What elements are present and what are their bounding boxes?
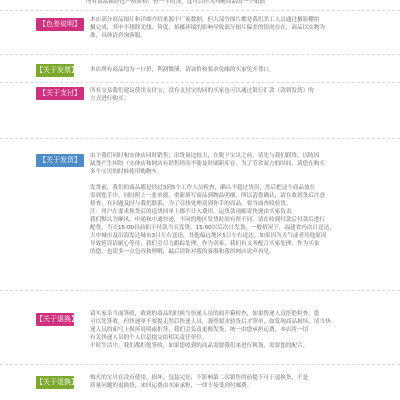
shipping-text <box>90 152 390 256</box>
text-line: 方式进行购买。 <box>90 96 130 102</box>
intro-line: 所有商品都经过严格质检，但一半的货，这可以作为判断商品的一个依据 <box>86 0 266 5</box>
text-line: 我们默认为顺风、申通和中通快递，不同的地区发货时间有所不同，请在收到付款后付款后进行 <box>90 217 325 223</box>
text-line: 本店部分商品图片和详细介绍来源于厂家数据，但大部分图片都是我们美工人员通过摄影棚拍 <box>90 17 320 23</box>
divider <box>0 54 400 55</box>
text-line: 多个宝贝的时候使用购物车。 <box>90 169 163 175</box>
text-line: 缺货产生纠纷（实体店和网店有销售情况不能及时刷新库存，为了节省双方的时间，请您在购买 <box>90 161 325 167</box>
divider <box>0 138 400 139</box>
text-line: 购买的宝贝在没有使用，损坏，包装完好，不影响第二次销售的前提下可于退换货，不是 <box>90 375 309 381</box>
invoice-text <box>90 66 390 74</box>
text-line: 注：用户在要求换货后的退货回单上都不计入费用，运货款项邮寄快递由买家负责。 <box>90 209 297 215</box>
text-line: 所有交易我们建议使用支付宝，没有支付宝的同的买家也可以通过银行汇款（款到发货）的 <box>90 88 314 94</box>
text-line: 导致延误请耐心等待，我们会尽力跟踪处理，作为卖家，我们有义务配合买家处理，作为买家 <box>90 241 320 247</box>
text-line: 大中城市及沿海发达城市3日左右送达，其他偏远地区5日左右送达，如果因为天气或者其他原因 <box>90 233 327 239</box>
payment-tag: 【关于支付】 <box>36 87 84 100</box>
color-difference-text <box>90 16 390 40</box>
exchange-text <box>90 374 390 390</box>
divider <box>0 10 400 11</box>
text-line: 配货，当天15:00以前拍下付款当天发货，15:00以后次日发货，一般情况下，福建省内次日送达， <box>90 225 335 231</box>
divider <box>0 364 400 365</box>
divider <box>0 290 400 291</box>
text-line: 准，具体请咨询客服。 <box>90 33 146 39</box>
text-line: 由于我们同时和实体店同时销售，出货量比较大，在脱下宝贝之前，请先与我们联络，以防因 <box>90 153 320 159</box>
return-tag: 【关于退换】 <box>36 313 74 326</box>
text-line: 递人员的面写上损坏说明或拒签，我们会负责更换发货，统一由您承担运费，本店将一切 <box>90 327 309 333</box>
color-difference-tag: 【色差说明】 <box>36 18 84 31</box>
text-line: 平时生活中，我们都拒绝签收，如果您收到的商品需要我们来进行换货，需要您的配合。 <box>90 343 309 349</box>
divider <box>0 82 400 83</box>
text-line: 质量问题的退换货，来回运费由买家承担，一律不接受到付邮费。 <box>90 383 253 389</box>
shipping-tag: 【关于发货】 <box>36 154 84 167</box>
text-line: 请买家亲当面签收，收到的商品的时候当快递人员的面开箱检查，如果快递人员拒绝检查，您 <box>90 311 320 317</box>
text-line: 寄到您手中，同时附上一张单据，重新填写商品到物品明细，所以请您确认，请在收到货后注意 <box>90 193 325 199</box>
text-line: 摄完成，其中不排除光线、角度、拍摄环境的影响导致部分图片偏差的情况存在，商品以实物为 <box>90 25 325 31</box>
invoice-tag: 【关于发票】 <box>36 64 74 77</box>
payment-text <box>90 87 390 103</box>
text-line: 发货前，我们的商品都是经过3到5个工作人员检查，确认不超过货误，然后把这个商品放在 <box>90 185 316 191</box>
text-line: 有关快递人员的个人信息提交给相关责任单位。 <box>90 335 208 341</box>
text-line <box>90 176 390 184</box>
text-line: 检查，有问题及时与我们联系，为了尽快处理送到你手的商品，要当面查收验货。 <box>90 201 292 207</box>
intro-text <box>86 0 396 6</box>
text-line: 本店所有商品均为一口价，利润微薄，请谅价和要求免邮的买家免开尊口。 <box>90 67 275 73</box>
text-line: 的您，也请多一点包容和理解，最后请你对我的客服和我的网店说声再见。 <box>90 249 275 255</box>
text-line: 可以先签收，但快递单不要提走然后快递人员，强烈要求验货后才签单，如发现商品损坏，请当快 <box>90 319 331 325</box>
exchange-tag: 【关于退换】 <box>36 376 74 389</box>
return-text <box>90 310 390 350</box>
